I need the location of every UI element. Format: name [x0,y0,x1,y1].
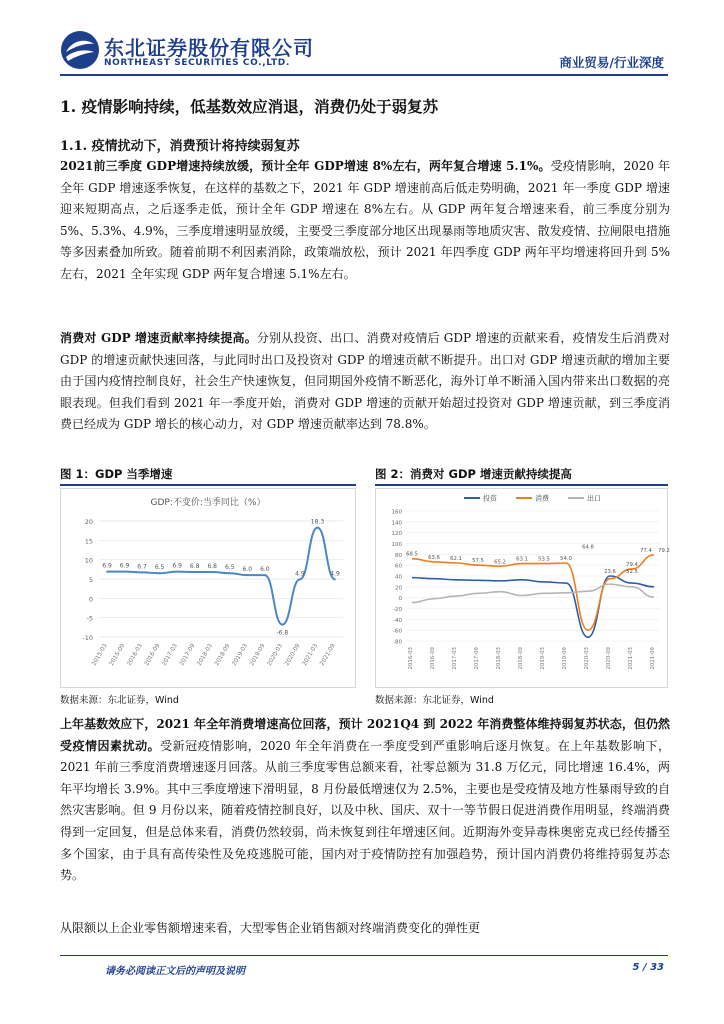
data-label: 62.1 [450,556,462,562]
section-heading: 1. 疫情影响持续，低基数效应消退，消费仍处于弱复苏 [60,97,439,116]
data-label: 52.5 [626,569,638,575]
data-point [141,572,143,574]
series-line [412,555,654,630]
data-label: 18.3 [310,518,325,526]
data-point [264,574,266,576]
x-tick-label: 2015-09 [108,643,127,667]
x-tick-label: 2015-03 [91,643,109,667]
x-tick-label: 2018-03 [496,647,502,670]
data-label: -6.8 [276,629,289,637]
data-label: 6.9 [172,562,182,570]
y-tick-label: -10 [82,634,93,642]
data-label: 63.6 [428,554,440,561]
figure-2-rule [375,484,668,486]
y-tick-label: 60 [395,563,402,570]
x-tick-label: 2021-03 [628,647,634,670]
y-tick-label: 5 [88,576,93,584]
data-label: 65.2 [494,559,506,566]
data-label: 6.0 [260,566,270,574]
company-name-en: NORTHEAST SECURITIES CO.,LTD. [104,58,290,68]
data-label: 4.9 [330,570,340,578]
report-category: 商业贸易/行业深度 [559,55,664,70]
y-tick-label: 120 [391,531,402,538]
data-point [159,572,161,574]
x-tick-label: 2020-03 [584,647,590,670]
x-tick-label: 2018-09 [214,643,232,667]
data-label: 77.4 [640,547,652,554]
x-tick-label: 2019-09 [562,647,568,670]
page-number: 5 / 33 [632,962,664,973]
paragraph-lead: 2021前三季度 GDP增速持续放缓，预计全年 GDP增速 8%左右，两年复合增速 5.1%。 [60,159,551,173]
y-tick-label: 160 [391,509,402,516]
gdp-contribution-line-chart [376,489,670,687]
paragraph-gdp-growth [60,156,670,286]
data-label: 54.0 [560,556,572,562]
y-tick-label: 20 [84,518,93,526]
legend-label: 消费 [535,494,549,503]
figure-2-label: 图 2：消费对 GDP 增速贡献持续提高 [375,467,572,481]
y-tick-label: -40 [393,617,402,624]
x-tick-label: 2016-03 [408,647,414,670]
x-tick-label: 2017-03 [452,647,458,670]
x-tick-label: 2020-09 [284,643,302,667]
gdp-growth-line-chart [61,489,355,687]
data-label: 53.5 [538,556,550,563]
figure-2-chart [375,488,668,688]
data-label: 6.8 [189,563,200,571]
data-label: 68.5 [406,551,418,558]
x-tick-label: 2017-09 [474,647,480,670]
y-tick-label: -80 [393,639,402,646]
data-point [194,571,196,573]
y-tick-label: 20 [395,585,402,592]
paragraph-body: 分别从投资、出口、消费对疫情后 GDP 增速的贡献来看，疫情发生后消费对 GDP 的增速贡献快速回落，与此同时出口及投资对 GDP 的增速贡献不断提升。出口对 GDP 增速贡献的增加主要由于国内疫情控制良好，社会生产快速恢复，但同期国外疫情不断恶化，海外订单不断涌入国内带来出口数据的亮眼表现。但我们看到 2021 年一季度开始，消费对 GDP 增速的贡献开始超过投资对 GDP 增速贡献，到三季度消费已经成为 GDP 增长的核心动力，对 GDP 增速贡献率达到 78.8%。 [60,331,670,432]
data-point [176,571,178,573]
y-tick-label: 0 [88,595,93,604]
y-tick-label: 0 [398,596,402,603]
paragraph-consumption-recovery [60,714,670,887]
x-tick-label: 2020-09 [606,647,612,670]
paragraph-retail-sales: 从限额以上企业零售额增速来看，大型零售企业销售额对终端消费变化的弹性更 [60,921,481,935]
footer-disclaimer: 请务必阅读正文后的声明及说明 [105,966,245,977]
data-label: 79.2 [658,547,670,554]
x-tick-label: 2017-03 [161,643,179,667]
data-label: 79.4 [626,561,638,568]
data-point [281,624,283,626]
data-point [211,571,213,573]
paragraph-body: 受新冠疫情影响，2020 年全年消费在一季度受到严重影响后逐月恢复。在上年基数影响下，2021 年前三季度消费增速逐月回落。从前三季度零售总额来看，社零总额为 31.8 万亿元，同比增速 16.4%，两年平均增长 3.9%。其中三季度增速下滑明显，8 月份最低增速仅为 2.5%，主要也是受疫情及地方性暴雨导致的自然灾害影响。但 9 月份以来，随着疫情控制良好，以及中秋、国庆、双十一等节假日促进消费作用明显，终端消费得到一定回复，但是总体来看，消费仍然较弱，尚未恢复到往年增速区间。近期海外变异毒株奥密克戎已经传播至多个国家，由于具有高传染性及免疫逃脱可能，国内对于疫情防控有加强趋势，预计国内消费仍将维持弱复苏态势。 [60,738,670,883]
data-point [246,574,248,576]
paragraph-body: 受疫情影响，2020 年全年 GDP 增速逐季恢复，在这样的基数之下，2021 年 GDP 增速前高后低走势明确，2021 年一季度 GDP 增速迎来短期高点，之后逐季走低，预计全年 GDP 增速在 8%左右。从 GDP 两年复合增速来看，前三季度分别为 5%、5.3%、4.9%，三季度增速明显放缓，主要受三季度部分地区出现暴雨等地质灾害、散发疫情、拉闸限电措施等多因素叠加所致。随着前期不利因素消除，政策端放松，预计 2021 年四季度 GDP 两年平均增速将回升到 5%左右，2021 全年实现 GDP 两年复合增速 5.1%左右。 [60,159,670,281]
figure-2-source: 数据来源：东北证券，Wind [375,695,494,706]
data-label: 57.5 [472,558,484,565]
data-label: 4.9 [295,570,305,578]
data-label: 6.5 [154,564,165,572]
y-tick-label: 140 [391,520,402,527]
company-name-cn: 东北证券股份有限公司 [104,36,314,60]
figure-1-source: 数据来源：东北证券，Wind [60,695,179,706]
chart-title: GDP:不变价:当季同比（%） [150,498,266,508]
x-tick-label: 2016-03 [126,643,144,667]
data-point [334,578,336,580]
legend-label: 投资 [483,494,497,503]
subsection-heading: 1.1. 疫情扰动下，消费预计将持续弱复苏 [60,139,300,154]
figure-1-label: 图 1：GDP 当季增速 [60,467,173,481]
figure-1-chart [60,488,356,688]
data-label: 64.8 [582,544,594,551]
figure-1-rule [60,484,356,486]
y-tick-label: 80 [395,552,402,559]
data-label: 6.9 [119,562,130,570]
y-tick-label: -20 [393,607,402,613]
x-tick-label: 2018-09 [518,647,524,670]
paragraph-lead: 消费对 GDP 增速贡献率持续提高。 [60,331,257,345]
x-tick-label: 2021-09 [650,647,656,670]
legend-label: 出口 [587,494,601,503]
x-tick-label: 2021-09 [319,643,337,667]
x-tick-label: 2017-09 [179,643,197,667]
x-tick-label: 2019-03 [540,647,546,670]
x-tick-label: 2018-03 [196,643,214,667]
data-point [106,571,108,573]
x-tick-label: 2019-09 [249,643,267,667]
y-tick-label: -60 [393,628,402,635]
data-label: 6.8 [207,563,218,571]
header-rule [60,74,668,76]
y-tick-label: 15 [84,537,93,546]
data-label: 6.9 [102,562,112,570]
x-tick-label: 2020-03 [266,643,285,667]
data-label: 6.7 [137,563,147,571]
paragraph-lead: 上年基数效应下，2021 年全年消费增速高位回落，预计 2021Q4 到 2022 年消费整体维持弱复苏状态，但仍然受疫情因素扰动。 [60,717,670,753]
x-tick-label: 2016-09 [430,647,436,670]
x-tick-label: 2019-03 [231,643,250,667]
data-point [299,578,301,580]
y-tick-label: 40 [395,574,402,581]
data-label: 63.1 [516,556,528,563]
footer-rule [60,955,668,956]
y-tick-label: 100 [391,542,402,548]
data-label: 6.5 [224,564,235,572]
company-logo-icon [60,30,100,70]
data-point [317,527,319,529]
y-tick-label: -5 [86,614,93,623]
x-tick-label: 2016-09 [144,643,162,667]
data-label: 23.6 [604,569,616,575]
y-tick-label: 10 [84,556,93,565]
data-point [229,572,231,574]
data-label: 6.0 [242,566,253,574]
data-point [124,571,126,573]
x-tick-label: 2021-03 [301,643,320,667]
paragraph-consumption-contribution [60,328,670,436]
